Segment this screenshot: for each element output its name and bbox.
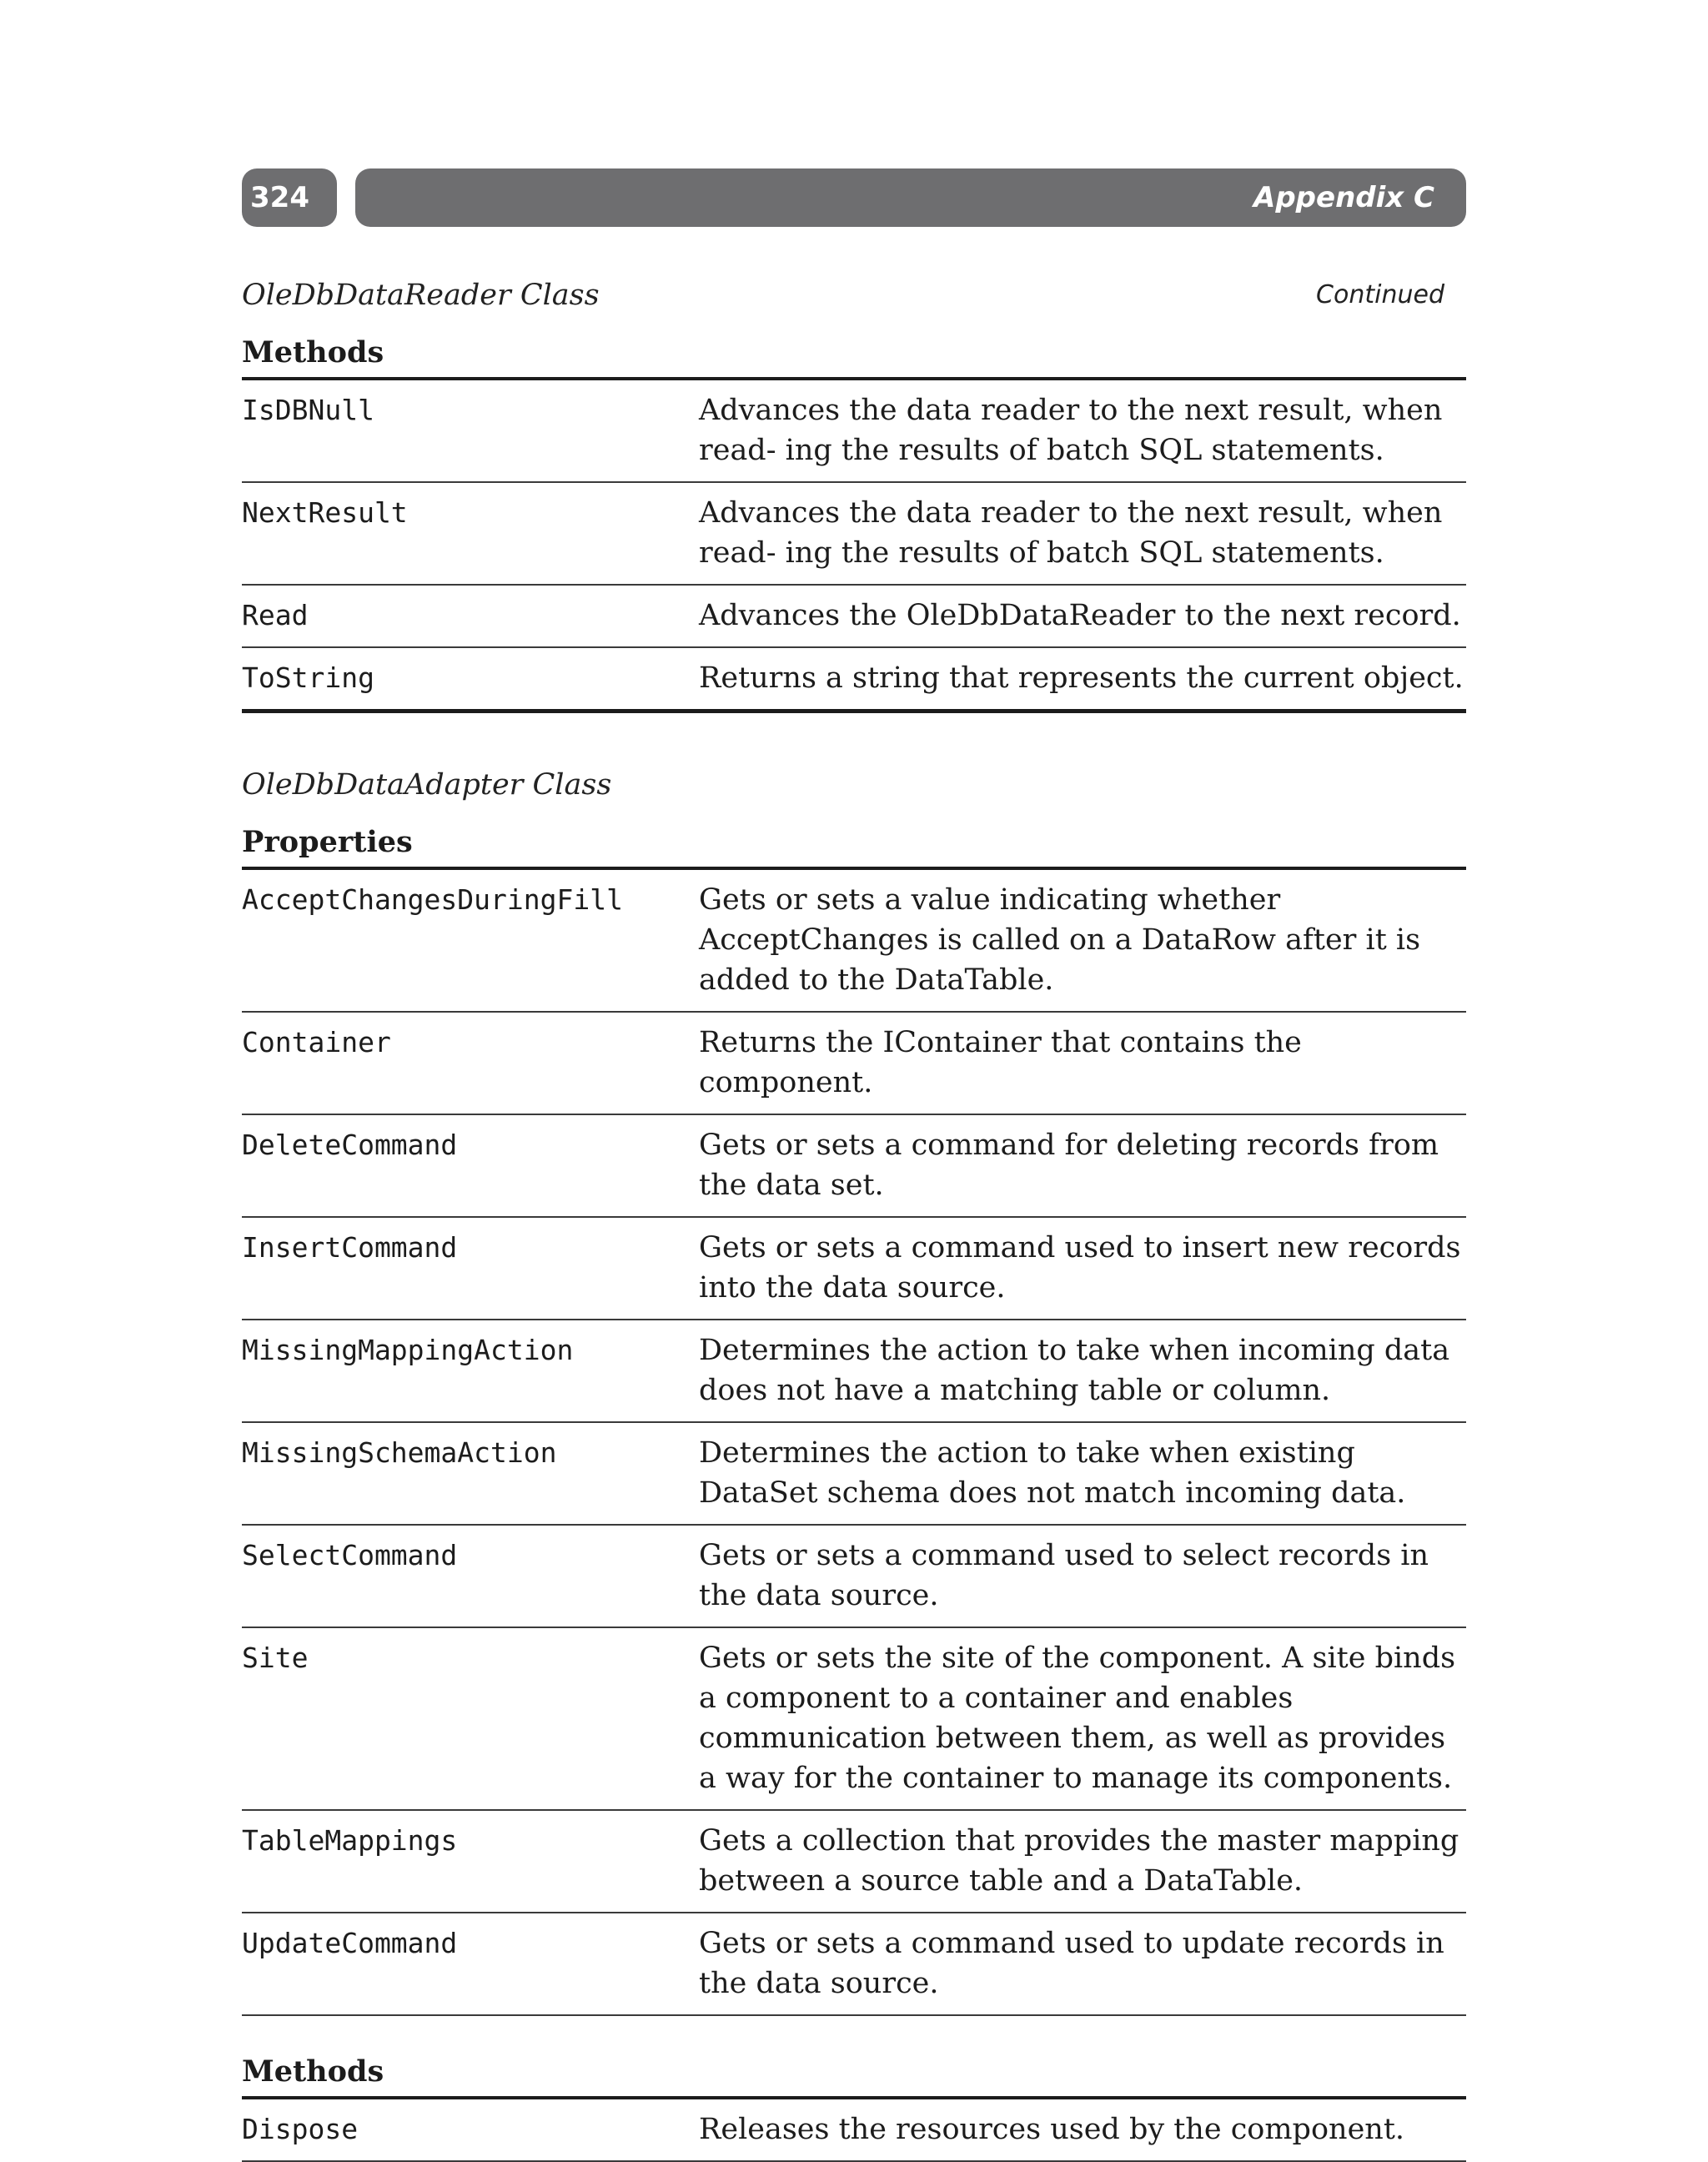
member-description: Gets or sets a command for deleting records from the data set.	[699, 1114, 1466, 1217]
reader-class-title: OleDbDataReader Class	[242, 279, 600, 312]
reader-class-heading-line	[242, 269, 1466, 322]
table-row	[242, 2099, 1466, 2161]
page-header	[242, 168, 1466, 227]
member-name: InsertCommand	[242, 1217, 699, 1320]
member-name: UpdateCommand	[242, 1913, 699, 2015]
table-row	[242, 482, 1466, 585]
table-row	[242, 380, 1466, 482]
table-row	[242, 1422, 1466, 1525]
member-description: Gets or sets a command used to select records in the data source.	[699, 1525, 1466, 1627]
continued-label: Continued	[1316, 280, 1444, 309]
member-name: DeleteCommand	[242, 1114, 699, 1217]
adapter-properties-heading: Properties	[242, 822, 1466, 870]
member-description: Determines the action to take when existing DataSet schema does not match incoming data.	[699, 1422, 1466, 1525]
table-row	[242, 1217, 1466, 1320]
adapter-methods-table	[242, 2099, 1466, 2162]
member-name: MissingMappingAction	[242, 1320, 699, 1422]
member-name: Dispose	[242, 2099, 699, 2161]
member-name: IsDBNull	[242, 380, 699, 482]
member-name: AcceptChangesDuringFill	[242, 870, 699, 1012]
member-name: Site	[242, 1627, 699, 1810]
member-description: Gets a collection that provides the master mapping between a source table and a DataTable.	[699, 1810, 1466, 1913]
adapter-methods-heading: Methods	[242, 2051, 1466, 2099]
table-row	[242, 870, 1466, 1012]
member-description: Advances the data reader to the next result, when read- ing the results of batch SQL statements.	[699, 482, 1466, 585]
adapter-class-title: OleDbDataAdapter Class	[242, 768, 612, 802]
table-row	[242, 647, 1466, 711]
page-number: 324	[242, 168, 337, 227]
member-description: Gets or sets the site of the component. A site binds a component to a container and enables communication between them, as well as provides a way for the container to manage its components.	[699, 1627, 1466, 1810]
table-row	[242, 585, 1466, 647]
member-description: Returns a string that represents the current object.	[699, 647, 1466, 711]
member-description: Releases the resources used by the component.	[699, 2099, 1466, 2161]
table-row	[242, 1913, 1466, 2015]
member-description: Gets or sets a command used to insert new records into the data source.	[699, 1217, 1466, 1320]
adapter-class-heading-line	[242, 758, 1466, 812]
member-name: ToString	[242, 647, 699, 711]
page-content	[242, 269, 1466, 2162]
member-name: TableMappings	[242, 1810, 699, 1913]
table-row	[242, 1320, 1466, 1422]
table-row	[242, 1012, 1466, 1114]
member-name: Read	[242, 585, 699, 647]
member-description: Gets or sets a value indicating whether AcceptChanges is called on a DataRow after it is added to the DataTable.	[699, 870, 1466, 1012]
member-name: NextResult	[242, 482, 699, 585]
member-name: SelectCommand	[242, 1525, 699, 1627]
adapter-properties-table	[242, 870, 1466, 2016]
table-row	[242, 1627, 1466, 1810]
member-description: Determines the action to take when incoming data does not have a matching table or column.	[699, 1320, 1466, 1422]
member-description: Returns the IContainer that contains the component.	[699, 1012, 1466, 1114]
member-name: Container	[242, 1012, 699, 1114]
table-row	[242, 1114, 1466, 1217]
member-description: Advances the data reader to the next result, when read- ing the results of batch SQL statements.	[699, 380, 1466, 482]
member-description: Advances the OleDbDataReader to the next record.	[699, 585, 1466, 647]
chapter-title: Appendix C	[355, 168, 1466, 227]
reader-methods-table	[242, 380, 1466, 713]
table-row	[242, 1810, 1466, 1913]
table-row	[242, 1525, 1466, 1627]
reader-methods-heading: Methods	[242, 332, 1466, 380]
member-name: MissingSchemaAction	[242, 1422, 699, 1525]
member-description: Gets or sets a command used to update records in the data source.	[699, 1913, 1466, 2015]
